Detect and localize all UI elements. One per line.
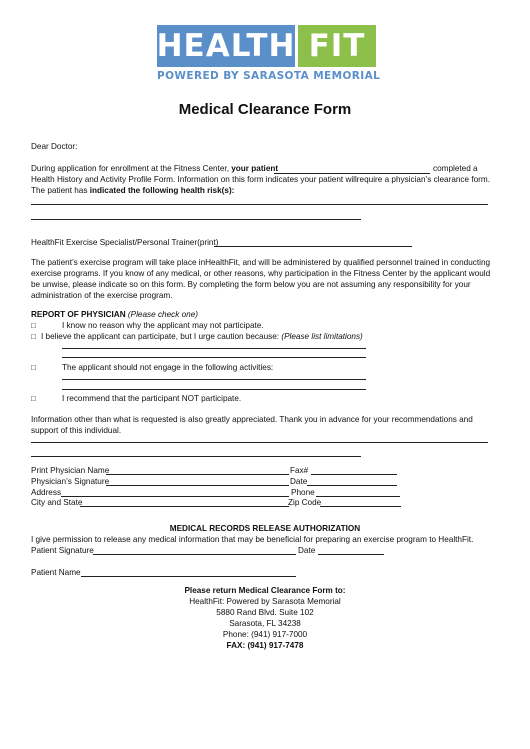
limitations-line-2[interactable] <box>62 357 366 358</box>
release-text: I give permission to release any medical information that may be beneficial for preparing an exercise program to HealthFit. <box>31 535 474 544</box>
checkbox-caution[interactable]: □ <box>31 332 36 341</box>
patient-signature-label: Patient Signature <box>31 546 94 555</box>
phone-line[interactable] <box>316 496 400 497</box>
info-line-1[interactable] <box>31 442 488 443</box>
address-label: Address <box>31 488 62 497</box>
return-heading: Please return Medical Clearance Form to: <box>184 586 346 595</box>
healthfit-logo <box>157 25 376 67</box>
logo-fit-text: FIT <box>298 25 376 67</box>
activities-line-2[interactable] <box>62 389 366 390</box>
phone-label: Phone <box>291 488 315 497</box>
info-line-2[interactable] <box>31 456 361 457</box>
zip-line[interactable] <box>320 506 401 507</box>
health-risk-line-2[interactable] <box>31 219 361 220</box>
checkbox-not-engage[interactable]: □ <box>31 363 36 372</box>
fax-label: Fax# <box>290 466 309 475</box>
return-street: 5880 Rand Blvd. Suite 102 <box>216 608 314 617</box>
logo-health-text: HEALTH <box>157 25 295 67</box>
print-name-label: Print Physician Name <box>31 466 110 475</box>
option-no-reason: I know no reason why the applicant may not participate. <box>62 321 264 330</box>
checkbox-no-reason[interactable]: □ <box>31 321 36 330</box>
date-line[interactable] <box>307 485 397 486</box>
option-caution <box>41 331 363 342</box>
info-paragraph: Information other than what is requested is also greatly appreciated. Thank you in advance for your recommendations and support of this individual. <box>31 415 473 435</box>
intro-line-3-text: The patient has <box>31 186 88 195</box>
specialist-label: HealthFit Exercise Specialist/Personal Trainer(print) <box>31 238 219 247</box>
intro-line-3 <box>31 185 234 196</box>
patient-name-label: Patient Name <box>31 568 81 577</box>
option-caution-hint: (Please list limitations) <box>281 332 363 341</box>
return-phone: Phone: (941) 917-7000 <box>222 630 308 639</box>
limitations-line-1[interactable] <box>62 348 366 349</box>
city-state-line[interactable] <box>80 506 289 507</box>
return-fax: FAX: (941) 917-7478 <box>226 641 304 650</box>
specialist-line[interactable] <box>214 246 412 247</box>
date-label: Date <box>290 477 308 486</box>
fax-line[interactable] <box>311 474 397 475</box>
health-risk-line-1[interactable] <box>31 204 488 205</box>
zip-label: Zip Code <box>288 498 322 507</box>
intro-line-2: Health History and Activity Profile Form. Information on this form indicates your patient willrequire a physician’s clearance form. <box>31 175 490 184</box>
patient-name-field-line[interactable] <box>81 576 296 577</box>
your-patient-label: your patient <box>231 164 279 173</box>
address-line[interactable] <box>61 496 289 497</box>
health-risks-label: indicated the following health risk(s): <box>89 186 235 195</box>
return-org: HealthFit: Powered by Sarasota Memorial <box>189 597 341 606</box>
release-heading: MEDICAL RECORDS RELEASE AUTHORIZATION <box>169 524 361 533</box>
signature-label: Physician’s Signature <box>31 477 110 486</box>
report-heading <box>31 309 198 320</box>
program-paragraph: The patient’s exercise program will take place inHealthFit, and will be administered by qualified personnel trained in conducting exercise programs. If you know of any medical, or other reasons, why participation in the Fitness Center by the applicant would be unwise, please indicate so on this form. By completing the form below you are not assuming any responsibility for your administration of the exercise program. <box>31 258 491 300</box>
patient-signature-line[interactable] <box>93 554 296 555</box>
activities-line-1[interactable] <box>62 379 366 380</box>
completed-label: completed a <box>433 164 478 173</box>
option-caution-text: I believe the applicant can participate, but I urge caution because: <box>41 332 280 341</box>
intro-line-1 <box>31 163 278 174</box>
print-name-line[interactable] <box>106 474 289 475</box>
report-title: REPORT OF PHYSICIAN <box>31 310 126 319</box>
release-date-line[interactable] <box>318 554 384 555</box>
logo-tagline: POWERED BY SARASOTA MEMORIAL <box>157 70 381 82</box>
city-state-label: City and State <box>31 498 83 507</box>
release-date-label: Date <box>298 546 316 555</box>
form-title: Medical Clearance Form <box>178 101 352 118</box>
report-hint: (Please check one) <box>127 310 198 319</box>
intro-text: During application for enrollment at the Fitness Center, <box>31 164 229 173</box>
greeting: Dear Doctor: <box>31 142 78 151</box>
option-not-participate: I recommend that the participant NOT participate. <box>62 394 242 403</box>
option-not-engage: The applicant should not engage in the following activities: <box>62 363 274 372</box>
return-city: Sarasota, FL 34238 <box>229 619 301 628</box>
signature-line[interactable] <box>106 485 289 486</box>
checkbox-not-participate[interactable]: □ <box>31 394 36 403</box>
